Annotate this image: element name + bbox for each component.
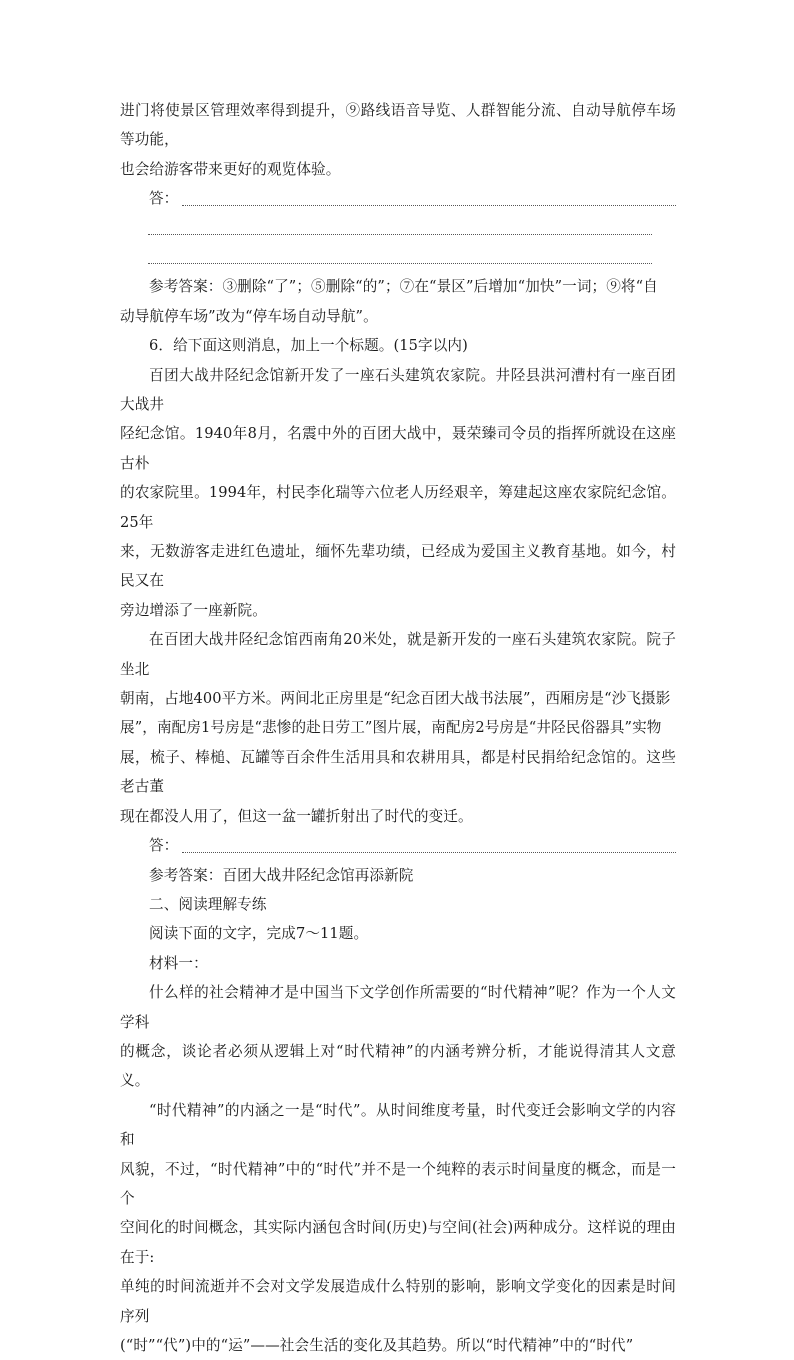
text-line: 单纯的时间流逝并不会对文学发展造成什么特别的影响，影响文学变化的因素是时间序列 xyxy=(120,1278,676,1325)
text-line: 朝南，占地400平方米。两间北正房里是“纪念百团大战书法展”，西厢房是“沙飞摄影 xyxy=(120,690,671,708)
text-line: 的农家院里。1994年，村民李化瑞等六位老人历经艰辛，筹建起这座农家院纪念馆。25年 xyxy=(120,484,676,531)
text-line: 空间化的时间概念，其实际内涵包含时间(历史)与空间(社会)两种成分。这样说的理由在于: xyxy=(120,1219,676,1266)
news-paragraph-1: 百团大战井陉纪念馆新开发了一座石头建筑农家院。井陉县洪河漕村有一座百团大战井 xyxy=(120,366,676,414)
section-heading: 二、阅读理解专练 xyxy=(149,895,267,913)
answer-line xyxy=(120,831,676,860)
dotted-rule xyxy=(182,205,676,206)
text-line: 风貌，不过，“时代精神”中的“时代”并不是一个纯粹的表示时间量度的概念，而是一个 xyxy=(120,1160,676,1207)
answer-continuation-line xyxy=(120,214,676,243)
instructions: 阅读下面的文字，完成7～11题。 xyxy=(149,925,369,943)
dotted-rule xyxy=(148,263,652,264)
document-body xyxy=(120,96,676,1360)
text-line: 的概念，谈论者必须从逻辑上对“时代精神”的内涵考辨分析，才能说得清其人文意义。 xyxy=(120,1042,676,1090)
material-paragraph-2: “时代精神”的内涵之一是“时代”。从时间维度考量，时代变迁会影响文学的内容和 xyxy=(120,1101,676,1149)
reference-answer: 参考答案：百团大战井陉纪念馆再添新院 xyxy=(149,866,414,884)
reference-answer-cont: 动导航停车场”改为“停车场自动导航”。 xyxy=(120,307,378,325)
answer-continuation-line xyxy=(120,243,676,272)
text-line: 也会给游客带来更好的观览体验。 xyxy=(120,160,341,178)
text-line: 展，梳子、棒槌、瓦罐等百余件生活用具和农耕用具，都是村民捐给纪念馆的。这些老古董 xyxy=(120,748,676,796)
text-line: 陉纪念馆。1940年8月，名震中外的百团大战中，聂荣臻司令员的指挥所就设在这座古朴 xyxy=(120,425,676,472)
text-line: 旁边增添了一座新院。 xyxy=(120,601,267,619)
answer-label: 答： xyxy=(149,837,179,855)
news-paragraph-2: 在百团大战井陉纪念馆西南角20米处，就是新开发的一座石头建筑农家院。院子坐北 xyxy=(120,631,676,678)
text-line: (“时”“代”)中的“运”——社会生活的变化及其趋势。所以“时代精神”中的“时代” xyxy=(120,1337,634,1354)
question-6: 6．给下面这则消息，加上一个标题。(15字以内) xyxy=(149,337,468,355)
material-label: 材料一： xyxy=(149,954,208,972)
answer-label: 答： xyxy=(149,190,179,208)
text-line: 展”，南配房1号房是“悲惨的赴日劳工”图片展，南配房2号房是“井陉民俗器具”实物 xyxy=(120,719,662,737)
text-line: 来，无数游客走进红色遗址，缅怀先辈功绩，已经成为爱国主义教育基地。如今，村民又在 xyxy=(120,543,676,590)
reference-answer: 参考答案：③删除“了”；⑤删除“的”；⑦在“景区”后增加“加快”一词；⑨将“自 xyxy=(149,278,658,296)
dotted-rule xyxy=(182,852,676,853)
answer-line xyxy=(120,184,676,213)
dotted-rule xyxy=(148,234,652,235)
text-line: 现在都没人用了，但这一盆一罐折射出了时代的变迁。 xyxy=(120,807,473,825)
material-paragraph-1: 什么样的社会精神才是中国当下文学创作所需要的“时代精神”呢？作为一个人文学科 xyxy=(120,984,676,1031)
text-line: 进门将使景区管理效率得到提升，⑨路线语音导览、人群智能分流、自动导航停车场等功能， xyxy=(120,102,676,149)
